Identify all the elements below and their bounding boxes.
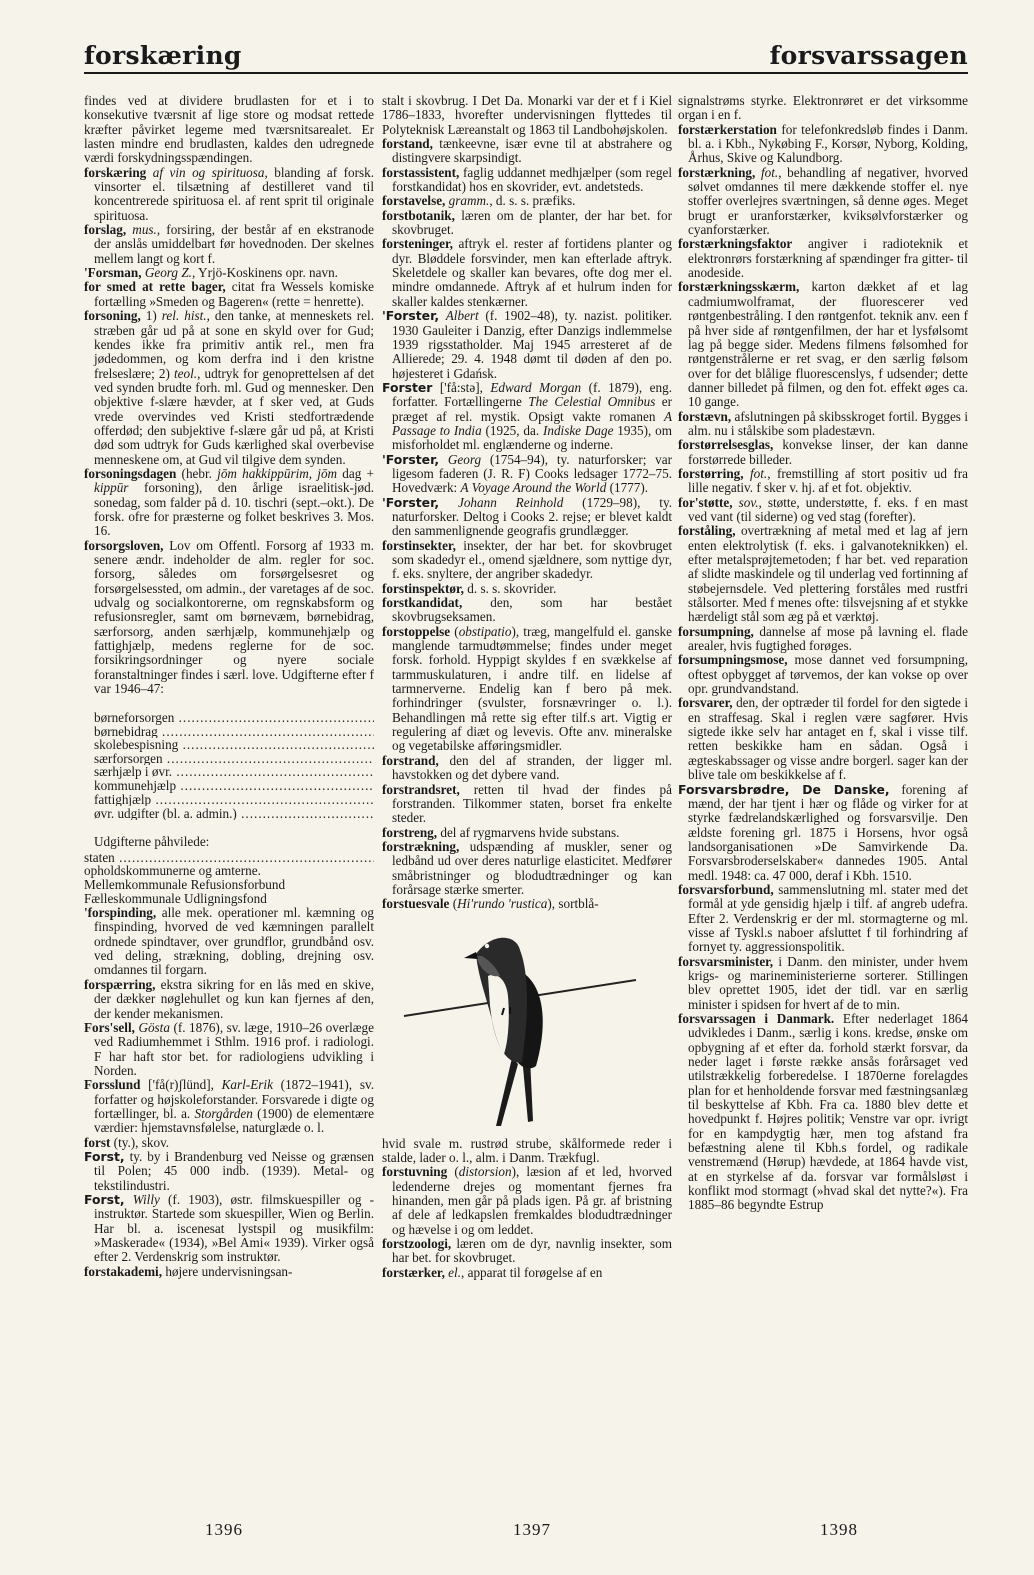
table-row: kommunehjælp .....	[84, 779, 374, 793]
table-row: staten .....	[84, 851, 374, 865]
table-row: børnebidrag .....	[84, 725, 374, 739]
entry-forstuvning: forstuvning (distorsion), læsion af et led, hvorved ledenderne drejes og momentant fjernes fra hinanden, men går på plads igen. På gr. af bristning af dele af ledkapslen fremkaldes blodudtrædninger og hævelse i og om leddet.	[382, 1164, 672, 1237]
entry-forstotte: for'støtte, sov., støtte, understøtte, f. eks. f en mast ved vant (til siderne) og ved stag (forefter).	[678, 494, 968, 524]
entry-forsumpning: forsumpning, dannelse af mose på lavning el. flade arealer, hvis fugtighed forøges.	[678, 623, 968, 654]
entry-forsvarsminister: forsvarsminister, i Danm. den minister, under hvem krigs- og marineministerierne sorterer. Stillingen blev oprettet 1905, idet der tidl. var en særlig minister i spidsen for hvert af de to min.	[678, 953, 968, 1012]
headword: forstrandsret,	[382, 781, 460, 797]
entry-forstakademi: forstakademi, højere undervisningsan-	[84, 1263, 293, 1279]
headword: forstand,	[382, 136, 433, 152]
headword: forståling,	[678, 523, 736, 539]
entry-forstoerrelsesglas: forstørrelsesglas, konvekse linser, der kan danne forstørrede billeder.	[678, 437, 968, 467]
right-running-head: forsvarssagen	[769, 41, 968, 70]
headword: 'Forster,	[382, 451, 440, 467]
headword: forsoningsdagen	[84, 465, 177, 481]
headword: forstavelse,	[382, 193, 446, 209]
headword: forsvarsforbund,	[678, 881, 774, 897]
headword: forsorgsloven,	[84, 537, 164, 553]
funding-table	[84, 851, 374, 905]
table-row: særhjælp i øvr. .....	[84, 765, 374, 779]
headword: forslag,	[84, 222, 127, 238]
entry-forstbotanik: forstbotanik, læren om de planter, der har bet. for skovbruget.	[382, 207, 672, 238]
table-row: særforsorgen .....	[84, 752, 374, 766]
expenditure-table	[84, 697, 374, 834]
entry-forsteninger: forsteninger, aftryk el. rester af fortidens planter og dyr. Bløddele forsvinder, men kan efterlade aftryk. Skeletdele og skaller kan bevares, ofte dog mer el. mindre omdannede. Aftryk af et hulrum inden for skaller kaldes stenkærner.	[382, 236, 672, 309]
headword: Forster	[382, 379, 433, 395]
entry-forstkandidat: forstkandidat, den, som har bestået skovbrugseksamen.	[382, 595, 672, 625]
headword: forstærkningsfaktor	[678, 236, 793, 252]
continuation-text: stalt i skovbrug. I Det Da. Monarki var der et f i Kiel 1786–1833, hvorefter undervisningen flyttedes til Polyteknisk Læreanstalt og 1863 til Landbohøjskolen.	[382, 94, 672, 137]
entry-forster-edward: Forster ['få:stə], Edward Morgan (f. 1879), eng. forfatter. Fortællingerne The Celestial Omnibus er præget af rel. mystik. Opsigt vakte romanen A Passage to India (1925, da. Indiske Dage 1935), om misforholdet ml. englænderne og inderne.	[382, 379, 672, 453]
entry-forspinding: 'forspinding, alle mek. operationer ml. kæmning og finspinding, hvorved de ved kæmningen parallelt ordnede spindtaver, over grundflor, grundbånd osv. ved deling, strækning, dobling, drejning osv. omdannes til forgarn.	[84, 905, 374, 978]
headword: for'støtte,	[678, 494, 733, 510]
entry-forst-town: Forst, ty. by i Brandenburg ved Neisse og grænsen til Polen; 45 000 indb. (1939). Metal- og tekstilindustri.	[84, 1148, 374, 1193]
entry-forstaerker: forstærker, el., apparat til forøgelse af en	[382, 1264, 603, 1280]
left-running-head: forskæring	[84, 41, 242, 70]
entry-forsvarssagen: forsvarssagen i Danmark. Efter nederlaget 1864 udvikledes i Danm., særlig i kons. kredse, ønske om opbygning af et efter da. forhold stærkt forsvar, da neder laget i første række ansås forårsaget ved utilstrækkelig forberedelse. I 1870erne forelagdes plan for et henholdende forsvar med fæstningsanlæg til beskyttelse af Kbh. Fra ca. 1880 blev dette et hovedpunkt f. Højres politik; Venstre var opr. ivrigt for en kampdygtig hær, men tog afstand fra befæstning alene til Kbh.s fordel, og radikale venstremænd (Hørup) hævdede, at 1864 havde vist, at en styrkelse af da. forsvar var formålsløst i konflikt mod stormagt (»hvad skal det nytte?«). Fra 1885–86 begyndte Estrup	[678, 1011, 968, 1213]
entry-forst-willy: Forst, Willy (f. 1903), østr. filmskuespiller og -instruktør. Startede som skuespiller, Wien og Berlin. Har bl. a. iscenesat lystspil og musikfilm: »Maskerade« (1934), »Bel Ami« 1939). Virker også efter 2. Verdenskrig som instruktør.	[84, 1191, 374, 1265]
headword: forstzoologi,	[382, 1236, 452, 1251]
entry-forstraekning: forstrækning, udspænding af muskler, sener og ledbånd ud over deres naturlige elasticitet. Medfører småbristninger og blodudtrædninger og kan forårsage stærke smerter.	[382, 838, 672, 897]
headword: forstørrelsesglas,	[678, 437, 774, 453]
headword: Forst,	[84, 1148, 125, 1164]
entry-forsvarer: forsvarer, den, der optræder til fordel for den sigtede i en straffesag. Skal i reglen være sagfører. Hvis sigtede ikke selv har antaget en f, skal i visse tilf. retten beskikke ham en sådan. Også i ægteskabssager og visse andre borgerl. sager kan der blive tale om beskikkelse af f.	[678, 695, 968, 783]
headword: 'Forsman,	[84, 265, 142, 281]
entry-forsslund: Forsslund ['få(r)ʃlünd], Karl-Erik (1872–1941), sv. forfatter og højskoleforstander. Forsvarede i digte og fortællinger, bl. a. Storgården (1900) de elementære værdier: hjemstavnsfølelse, naturglæde o. l.	[84, 1077, 374, 1136]
entry-forstuesvale: forstuesvale (Hi'rundo 'rustica), sortblå-	[382, 896, 599, 912]
entry-forsvarsbrodre: Forsvarsbrødre, De Danske, forening af mænd, der har tjent i hær og flåde og virker for at styrke fædrelandskærlighed og forsvarsvilje. Den ældste forening grl. 1875 i Horsens, hvor også landsorganisationen »De Samvirkende Da. Forsvarsbroderselskaber« dannedes 1905. Antal medl. 1948: ca. 47 000, deraf i Kbh. 1510.	[678, 781, 968, 883]
page-number-left: 1396	[205, 1520, 243, 1539]
entry-forstinspektor: forstinspektør, d. s. s. skovrider.	[382, 580, 557, 596]
entry-forstaevn: forstævn, afslutningen på skibsskroget fortil. Bygges i alm. nu i stålskibe som pladestævn.	[678, 408, 968, 438]
entry-forstoerring: forstørring, fot., fremstilling af stort positiv ud fra lille negativ. f sker v. hj. af et fot. objektiv.	[678, 465, 968, 496]
column-1396	[84, 94, 374, 1512]
entry-forstaerkerstation: forstærkerstation for telefonkredsløb findes i Danm. bl. a. i Kbh., Nykøbing F., Korsør, Nyborg, Kolding, Århus, Skive og Kalundborg.	[678, 121, 968, 166]
table-intro: Udgifterne påhvilede:	[94, 834, 210, 850]
headword: forsvarsminister,	[678, 953, 774, 969]
entry-forsvarsforbund: forsvarsforbund, sammenslutning ml. stater med det formål at yde gensidig hjælp i tilf. af angreb udefra. Efter 2. Verdenskrig er der ml. stormagterne og ml. visse af Tyskl.s naboer afsluttet f til forhindring af fornyet ty. aggressionspolitik.	[678, 881, 968, 955]
headword: forstbotanik,	[382, 207, 455, 223]
headword: forstærker,	[382, 1264, 445, 1280]
headword: forstrækning,	[382, 838, 460, 854]
entry-forstaaling: forståling, overtrækning af metal med et lag af jern enten elektrolytisk (f. eks. i galvanoteknikken) el. efter metalsprøjtemetoden; f har bet. ved reparation af slidte maskindele og til underlag ved fortinning af støbejernsdele. Ved plettering forståles med rustfri stålsorter. Med f menes ofte: tilsvejsning af et stykke hærdeligt stål som æg på et værktøj.	[678, 523, 968, 625]
headword: forstørring,	[678, 465, 744, 481]
table-row: Mellemkommunale Refusionsforbund	[84, 876, 286, 892]
headword: 'Forster,	[382, 494, 440, 510]
swallow-icon	[464, 937, 543, 1125]
headword: forstuesvale	[382, 896, 450, 912]
entry-forstrand: forstrand, den del af stranden, der ligger ml. havstokken og det dybere vand.	[382, 752, 672, 783]
entry-forstrandsret: forstrandsret, retten til hvad der findes på forstranden. Tilkommer staten, borset fra enkelte steder.	[382, 781, 672, 826]
headword: forsoning,	[84, 308, 141, 324]
headword: forsvarer,	[678, 695, 733, 711]
headword: forstærkerstation	[678, 121, 777, 137]
headword: forsumpningsmose,	[678, 652, 788, 668]
entry-forstand: forstand, tænkeevne, især evne til at abstrahere og distingvere skarpsindigt.	[382, 136, 672, 166]
entry-forstzoologi: forstzoologi, læren om de dyr, navnlig insekter, som har bet. for skovbruget.	[382, 1236, 672, 1266]
entry-forstaerkning: forstærkning, fot., behandling af negativer, hvorved sølvet omdannes til mere dækkende stoffer el. nye stoffer overlejres sværtningen, så denne øges. Meget brugt er uranforstærker, kviksølvforstærker og cyanforstærker.	[678, 164, 968, 238]
headword: forstassistent,	[382, 164, 460, 180]
headword: Forsslund	[84, 1077, 141, 1093]
headword: forstinspektør,	[382, 580, 464, 596]
table-row: børneforsorgen .....	[84, 711, 374, 725]
entry-forst: forst (ty.), skov.	[84, 1134, 170, 1150]
column-1398	[678, 94, 968, 1512]
headword: forsteninger,	[382, 236, 453, 252]
headword: forstakademi,	[84, 1263, 163, 1279]
table-row: skolebespisning .....	[84, 738, 374, 752]
headword: Fors'sell,	[84, 1019, 135, 1035]
entry-forsorgsloven: forsorgsloven, Lov om Offentl. Forsorg af 1933 m. senere ændr. indeholder de alm. regler for soc. forsorg, således om forsørgelsesret og forsørgelsessted, om admin., der varetages af de soc. udvalg og socialkontorerne, om regnskabsform og refusionsregler, samt om børnevæm, børnebidrag, særforsorg, anden særhjælp, kommunehjælp og fattighjælp, medens reglerne for de soc. forsikringsordninger og nyere sociale foranstaltninger findes i særl. love. Udgifterne efter f var 1946–47:	[84, 537, 374, 697]
entry-forstaerkningsfaktor: forstærkningsfaktor angiver i radioteknik et elektronrørs forstærkning af spændinger fra gitter- til anodeside.	[678, 236, 968, 281]
swallow-illustration	[400, 916, 640, 1131]
headword: forstævn,	[678, 408, 732, 424]
table-row: øvr. udgifter (bl. a. admin.) .....	[84, 806, 374, 820]
entry-forstreng: forstreng, del af rygmarvens hvide substans.	[382, 824, 620, 840]
entry-forstuesvale-continuation: hvid svale m. rustrød strube, skålformede reder i stalde, lader o. l., alm. i Danm. Trækfugl.	[382, 1135, 672, 1165]
entry-for-smed: for smed at rette bager, citat fra Wessels komiske fortælling »Smeden og Bageren« (rette = henrette).	[84, 279, 374, 309]
headword: forskæring	[84, 164, 147, 180]
headword: forstoppelse	[382, 623, 451, 639]
entry-forsman: 'Forsman, Georg Z., Yrjö-Koskinens opr. navn.	[84, 265, 338, 281]
headword: forsvarssagen i Danmark.	[678, 1011, 835, 1026]
headword: forstrand,	[382, 752, 439, 768]
page-header	[84, 36, 968, 74]
headword: forstkandidat,	[382, 595, 463, 611]
headword: forstuvning	[382, 1164, 448, 1180]
entry-forslag: forslag, mus., forsiring, der består af en ekstranode der anslås umiddelbart før hovednoden. Der skelnes mellem langt og kort f.	[84, 222, 374, 266]
entry-forster-georg: 'Forster, Georg (1754–94), ty. naturforsker; var ligesom faderen (J. R. F) Cooks ledsager 1772–75. Hovedværk: A Voyage Around the World (1777).	[382, 451, 672, 496]
entry-forspaerring: forspærring, ekstra sikring for en lås med en skive, der dækker nøglehullet og kun kan fjernes af den, der kender mekanismen.	[84, 976, 374, 1021]
headword: forsumpning,	[678, 623, 754, 639]
page-number-right: 1398	[820, 1520, 858, 1539]
headword: forstærkning,	[678, 164, 756, 180]
headword: for smed at rette bager,	[84, 279, 226, 295]
entry-forster-johann: 'Forster, Johann Reinhold (1729–98), ty. naturforsker. Deltog i Cooks 2. rejse; er blevet kaldt den sammenlignende geografis grundlægger.	[382, 494, 672, 539]
entry-forster-albert: 'Forster, Albert (f. 1902–48), ty. nazist. politiker. 1930 Gauleiter i Danzig, efter Danzigs indlemmelse 1939 rigsstatholder. Maj 1945 arresteret af de Allierede; 29. 4. 1948 dømt til døden af den po. højesteret i Gdańsk.	[382, 308, 672, 381]
table-row: opholdskommunerne og amterne.	[84, 863, 261, 879]
entry-forskaering: forskæring af vin og spirituosa, blanding af forsk. vinsorter el. tilsætning af destilleret vand til koncentrerede spirituosa el. af rent sprit til originale spirituosa.	[84, 164, 374, 223]
column-1397	[382, 94, 672, 1512]
entry-forstoppelse: forstoppelse (obstipatio), træg, mangelfuld el. ganske manglende tarmudtømmelse; findes under meget forsk. forhold. Hyppigt skyldes f en svækkelse af tarmmuskulaturen, i andre tilf. en lidelse af tarmnerverne. Endelig kan f bero på mek. forhindringer (svulster, forsnævringer o. l.). Behandlingen må rette sig efter tilf.s art. Vigtig er regulering af diæt og levevis. Ofte anv. mineralske og vegetabilske afføringsmidler.	[382, 623, 672, 754]
entry-forstavelse: forstavelse, gramm., d. s. s. præfiks.	[382, 193, 576, 209]
continuation-text: signalstrøms styrke. Elektronrøret er det virksomme organ i en f.	[678, 94, 968, 123]
entry-forstassistent: forstassistent, faglig uddannet medhjælper (som regel forstkandidat) hos en skovrider, evt. andetsteds.	[382, 164, 672, 195]
headword: Forst,	[84, 1191, 125, 1207]
table-total-row	[84, 820, 374, 834]
entry-forsoningsdagen: forsoningsdagen (hebr. jōm hakkippūrim, jōm dag + kippūr forsoning), den årlige israelitisk-jød. sonedag, som falder på d. 10. tischri (sept.–okt.). De forsk. ofre for præsterne og folket beskrives 3. Mos. 16.	[84, 465, 374, 539]
headword: forstreng,	[382, 824, 438, 840]
headword: forspærring,	[84, 976, 156, 992]
table-row: Fælleskommunale Udligningsfond	[84, 890, 267, 906]
entry-forsumpningsmose: forsumpningsmose, mose dannet ved forsumpning, oftest opbygget af tørvemos, der kan vokse op over opr. grundvandstand.	[678, 652, 968, 697]
headword: forst	[84, 1134, 111, 1150]
headword: forstinsekter,	[382, 537, 456, 553]
entry-forssell: Fors'sell, Gösta (f. 1876), sv. læge, 1910–26 overlæge ved Radiumhemmet i Sthlm. 1916 prof. i radiologi. F har haft stor bet. for radiologiens udvikling i Norden.	[84, 1019, 374, 1078]
table-row: fattighjælp .....	[84, 793, 374, 807]
entry-forstaerkningsskaerm: forstærkningsskærm, karton dækket af et lag cadmiumwolframat, der fluorescerer ved røntgenbestråling. I den røntgenfot. teknik anv. een f på hver side af røntgenfilmen, der har et lysfølsomt lag på begge sider. Medens filmens følsomhed for røntgenstrålerne er ret svag, er den særlig følsom over for det blålige fluorescenslys, f udsender; dette danner billedet på filmen, og den fot. effekt øges ca. 10 gange.	[678, 279, 968, 410]
entry-forstinsekter: forstinsekter, insekter, der har bet. for skovbruget som skadedyr el., omend sjældnere, som nyttige dyr, f. eks. snyltere, der angriber skadedyr.	[382, 537, 672, 582]
headword: forstærkningsskærm,	[678, 279, 800, 295]
page-number-center: 1397	[513, 1520, 551, 1539]
entry-forsoning: forsoning, 1) rel. hist., den tanke, at menneskets rel. stræben går ud på at sone en skyld over for Gud; kendes ikke fra primitiv antik rel., men fra jødedommen, og kom derfra ind i den kristne frelseslære; 2) teol., udtryk for genoprettelsen af det ved synden brudte forh. ml. Gud og mennesker. Den objektive f-slære hævder, at f sker ved, at Guds vrede overvindes ved Kristi stedfortrædende offerdød; den subjektive f-slære går ud på, at Kristi død som udtryk for Guds kærlighed skal overbevise menneskene om, at Gud vil tilgive dem synden.	[84, 308, 374, 467]
headword: Forsvarsbrødre, De Danske,	[678, 781, 890, 797]
headword: 'forspinding,	[84, 905, 157, 921]
headword: 'Forster,	[382, 308, 440, 324]
continuation-text: findes ved at dividere brudlasten for et i to konsekutive tværsnit af lige store og modsat rettede kræfter påvirket legeme med tværsnitsarealet. Er lasten mindre end brudlasten, kaldes den udregnede værdi forskydningsspændingen.	[84, 94, 374, 166]
